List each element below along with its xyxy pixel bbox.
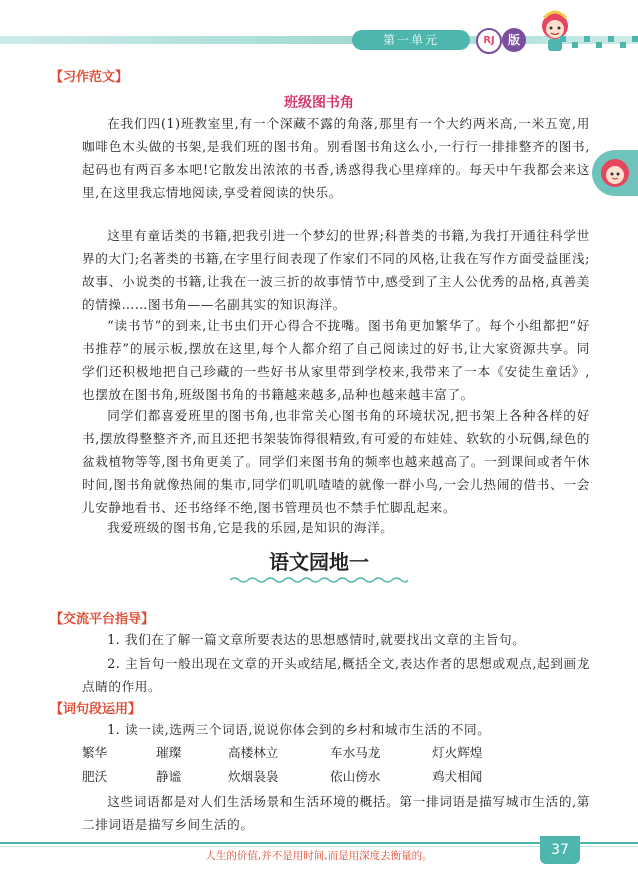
essay-title: 班级图书角: [284, 95, 354, 111]
word: 灯火辉煌: [432, 745, 483, 760]
exchange-section-label: 【交流平台指导】: [50, 612, 155, 627]
exchange-item: 1. 我们在了解一篇文章所要表达的思想感情时,就要找出文章的主旨句。: [107, 632, 526, 647]
page-number: 37: [540, 836, 580, 864]
word: 静谧: [156, 769, 182, 784]
garden-banner-title: 语文园地一: [269, 550, 369, 574]
word: 繁华: [82, 745, 108, 760]
essay-paragraph: 在我们四(1)班教室里,有一个深藏不露的角落,那里有一个大约两米高,一米五宽,用咖啡色木头做的书架,是我们班的图书角。别看图书角这么小,一行行一排排整齐的图书,起码也有两百多本吧!它散发出浓浓的书香,诱惑得我心里痒痒的。每天中午我都会来这里,在这里我忘情地阅读,享受着阅读的快乐。: [82, 116, 590, 200]
wave-divider: [230, 576, 408, 584]
edition-badge: 版: [502, 28, 526, 52]
cartoon-face-icon: [596, 154, 634, 192]
essay-paragraph: 这里有童话类的书籍,把我引进一个梦幻的世界;科普类的书籍,为我打开通往科学世界的大门;名著类的书籍,在字里行间表现了作家们不同的风格,让我在写作方面受益匪浅;故事、小说类的书籍,让我在一波三折的故事情节中,感受到了主人公优秀的品格,真善美的情操……图书角——名副其实的知识海洋。: [82, 228, 590, 312]
word: 肥沃: [82, 769, 108, 784]
word: 高楼林立: [228, 745, 279, 760]
word: 鸡犬相闻: [432, 769, 483, 784]
word: 车水马龙: [330, 745, 381, 760]
check-pattern-icon: [560, 36, 638, 48]
exchange-item: 2. 主旨句一般出现在文章的开头或结尾,概括全文,表达作者的思想或观点,起到画龙点睛的作用。: [82, 656, 590, 694]
words-instruction: 1. 读一读,选两三个词语,说说你体会到的乡村和城市生活的不同。: [107, 722, 491, 737]
footer-motto: 人生的价值,并不是用时间,而是用深度去衡量的。: [205, 850, 433, 862]
word: 璀璨: [156, 745, 182, 760]
city-word-row: [82, 742, 590, 764]
side-tab: [592, 150, 638, 196]
page-header: [0, 0, 638, 62]
essay-section-label: 【习作范文】: [50, 70, 129, 85]
word: 依山傍水: [330, 769, 381, 784]
essay-paragraph: 同学们都喜爱班里的图书角,也非常关心图书角的环境状况,把书架上各种各样的好书,摆放得整整齐齐,而且还把书架装饰得很精致,有可爱的布娃娃、软软的小玩偶,绿色的盆栽植物等等,图书角更美了。同学们来图书角的频率也越来越高了。一到课间或者午休时间,图书角就像热闹的集市,同学们叽叽喳喳的就像一群小鸟,一会儿热闹的借书、一会儿安静地看书、还书络绎不绝,图书管理员也不禁手忙脚乱起来。: [82, 408, 590, 515]
words-section-label: 【词句段运用】: [50, 702, 142, 717]
country-word-row: [82, 766, 590, 788]
rj-badge: RJ: [476, 28, 502, 54]
word: 炊烟袅袅: [228, 769, 279, 784]
words-summary: 这些词语都是对人们生活场景和生活环境的概括。第一排词语是描写城市生活的,第二排词语是描写乡间生活的。: [82, 794, 590, 832]
unit-label: 第一单元: [352, 30, 470, 50]
essay-paragraph: 我爱班级的图书角,它是我的乐园,是知识的海洋。: [107, 520, 394, 535]
mascot-girl-icon: [530, 6, 580, 56]
essay-paragraph: “读书节”的到来,让书虫们开心得合不拢嘴。图书角更加繁华了。每个小组都把“好书推荐”的展示板,摆放在这里,每个人都介绍了自己阅读过的好书,让大家资源共享。同学们还积极地把自己珍藏的一些好书从家里带到学校来,我带来了一本《安徒生童话》,也摆放在图书角,班级图书角的书籍越来越多,品种也越来越丰富了。: [82, 318, 590, 402]
